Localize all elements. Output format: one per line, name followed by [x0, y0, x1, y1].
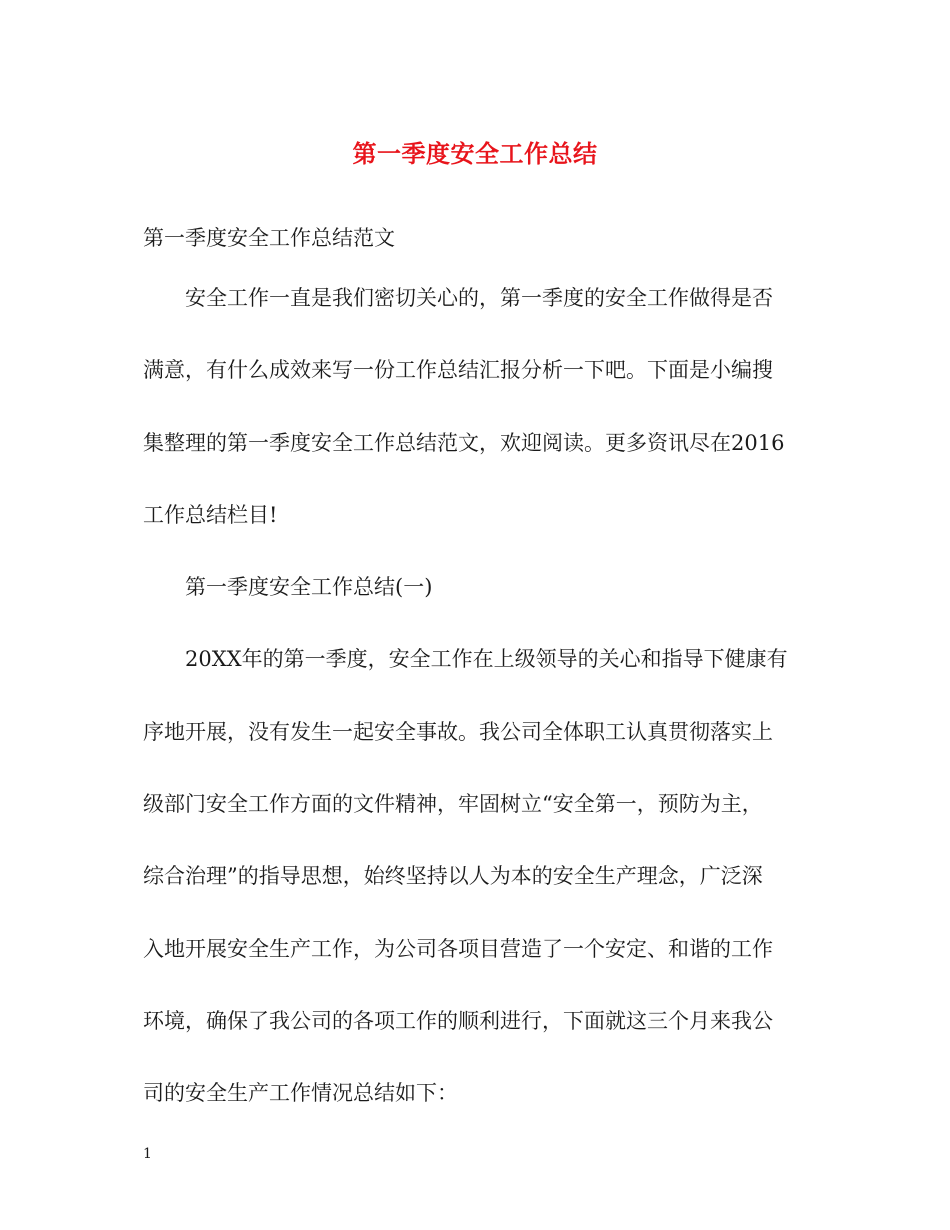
- document-subtitle: 第一季度安全工作总结范文: [143, 226, 395, 250]
- paragraph-line: 工作总结栏目!: [143, 502, 278, 527]
- document-body: [143, 278, 803, 1146]
- paragraph-line: 20XX年的第一季度，安全工作在上级领导的关心和指导下健康有: [185, 647, 788, 672]
- paragraph-line: 满意，有什么成效来写一份工作总结汇报分析一下吧。下面是小编搜: [143, 358, 773, 383]
- paragraph-line: 序地开展，没有发生一起安全事故。我公司全体职工认真贯彻落实上: [143, 719, 773, 744]
- section-heading: 第一季度安全工作总结(一): [185, 575, 433, 600]
- paragraph-line: 安全工作一直是我们密切关心的，第一季度的安全工作做得是否: [185, 286, 773, 310]
- paragraph-line: 级部门安全工作方面的文件精神，牢固树立“安全第一，预防为主，: [143, 792, 763, 817]
- paragraph-line: 入地开展安全生产工作，为公司各项目营造了一个安定、和谐的工作: [143, 936, 773, 961]
- page-number: 1: [143, 1146, 152, 1162]
- paragraph-line: 集整理的第一季度安全工作总结范文，欢迎阅读。更多资讯尽在2016: [143, 430, 785, 455]
- document-title: 第一季度安全工作总结: [352, 139, 598, 168]
- paragraph-line: 综合治理”的指导思想，始终坚持以人为本的安全生产理念，广泛深: [143, 864, 763, 889]
- paragraph-line: 环境，确保了我公司的各项工作的顺利进行，下面就这三个月来我公: [143, 1008, 773, 1033]
- paragraph-line: 司的安全生产工作情况总结如下：: [143, 1081, 458, 1106]
